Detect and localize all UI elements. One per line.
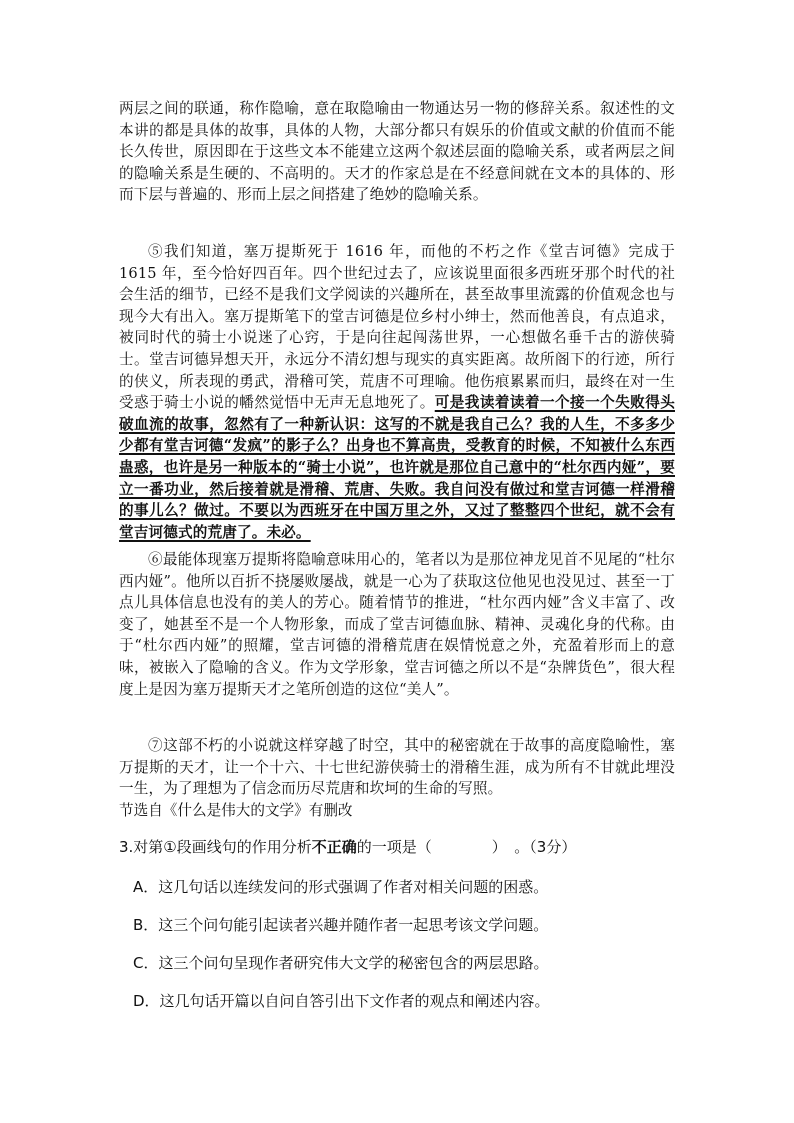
source-note: 节选自《什么是伟大的文学》有删改	[119, 802, 353, 819]
paragraph-continued: 两层之间的联通，称作隐喻，意在取隐喻由一物通达另一物的修辞关系。叙述性的文本讲的都是具体的故事，具体的人物，大部分都只有娱乐的价值或文献的价值而不能长久传世，原因即在于这些文本不能建立这两个叙述层面的隐喻关系，或者两层之间的隐喻关系是生硬的、不高明的。天才的作家总是在不经意间就在文本的具体的、形而下层与普遍的、形而上层之间搭建了绝妙的隐喻关系。	[119, 100, 675, 204]
paragraph-6: ⑥最能体现塞万提斯将隐喻意味用心的，笔者以为是那位神龙见首不见尾的“杜尔西内娅”。他所以百折不挠屡败屡战，就是一心为了获取这位他见也没见过、甚至一丁点儿具体信息也没有的美人的芳心。随着情节的推进，“杜尔西内娅”含义丰富了、改变了，她甚至不是一个人物形象，而成了堂吉诃德血脉、精神、灵魂化身的代称。由于“杜尔西内娅”的照耀，堂吉诃德的滑稽荒唐在娱情悦意之外，充盈着形而上的意味，被嵌入了隐喻的含义。作为文学形象，堂吉诃德之所以不是“杂牌货色”，很大程度上是因为塞万提斯天才之笔所创造的这位“美人”。	[119, 551, 675, 698]
option-b[interactable]: B．这三个问句能引起读者兴趣并随作者一起思考该文学问题。	[133, 916, 549, 934]
question-stem	[119, 836, 679, 858]
paragraph-7: ⑦这部不朽的小说就这样穿越了时空，其中的秘密就在于故事的高度隐喻性，塞万提斯的天才，让一个十六、十七世纪游侠骑士的滑稽生涯，成为所有不甘就此埋没一生，为了理想为了信念而历尽荒唐和坎坷的生命的写照。	[119, 737, 675, 798]
question-stem-after: 的一项是（ ） 。（3分）	[356, 838, 577, 856]
question-stem-before: 3.对第①段画线句的作用分析	[119, 838, 312, 856]
paragraph-5	[119, 241, 675, 543]
option-d[interactable]: D．这几句话开篇以自问自答引出下文作者的观点和阐述内容。	[133, 992, 550, 1010]
option-c[interactable]: C．这三个问句呈现作者研究伟大文学的秘密包含的两层思路。	[133, 954, 549, 972]
question-stem-emphasis: 不正确	[311, 838, 357, 856]
paragraph-5-text: ⑤我们知道，塞万提斯死于 1616 年，而他的不朽之作《堂吉诃德》完成于 1615 年，至今恰好四百年。四个世纪过去了，应该说里面很多西班牙那个时代的社会生活的细节，已经不是我们文学阅读的兴趣所在，甚至故事里流露的价值观念也与现今大有出入。塞万提斯笔下的堂吉诃德是位乡村小绅士，然而他善良，有点追求，被同时代的骑士小说迷了心窍，于是向往起闯荡世界，一心想做名垂千古的游侠骑士。堂吉诃德异想天开，永远分不清幻想与现实的真实距离。故所阁下的行迹，所行的侠义，所表现的勇武，滑稽可笑，荒唐不可理喻。他伤痕累累而归，最终在对一生受惑于骑士小说的幡然觉悟中无声无息地死了。	[119, 243, 675, 412]
option-a[interactable]: A．这几句话以连续发问的形式强调了作者对相关问题的困惑。	[133, 878, 549, 896]
underlined-passage: 可是我读着读着一个接一个失败得头破血流的故事，忽然有了一种新认识：这写的不就是我自己么？我的人生，不多多少少都有堂吉诃德“发疯”的影子么？出身也不算高贵，受教育的时候，不知被什么东西蛊惑，也许是另一种版本的“骑士小说”，也许就是那位自己意中的“杜尔西内娅”，要立一番功业，然后接着就是滑稽、荒唐、失败。我自问没有做过和堂吉诃德一样滑稽的事儿么？做过。不要以为西班牙在中国万里之外，又过了整整四个世纪，就不会有堂吉诃德式的荒唐了。未必。	[119, 394, 675, 541]
